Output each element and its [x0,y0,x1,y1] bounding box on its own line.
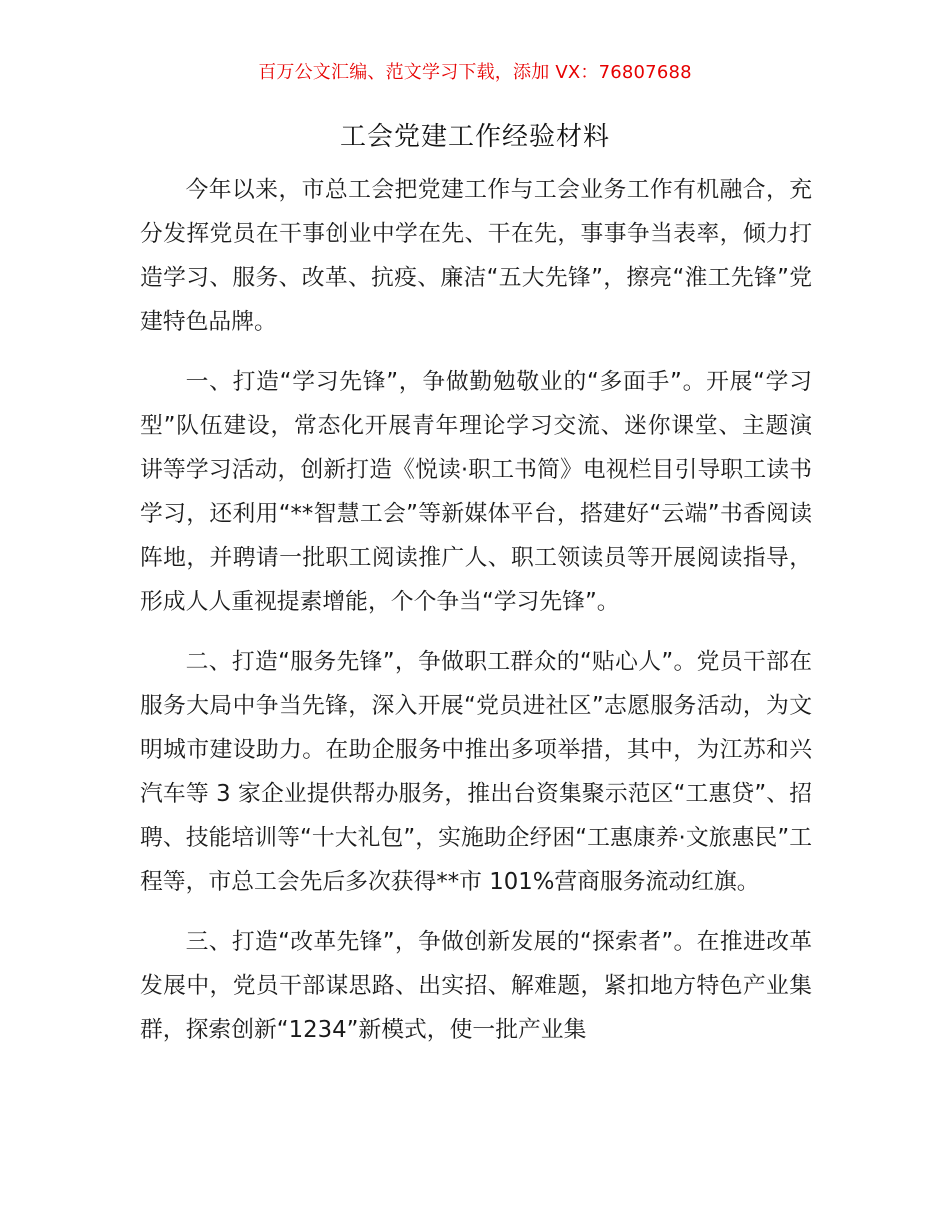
paragraph-reform-pioneer: 三、打造“改革先锋”，争做创新发展的“探索者”。在推进改革发展中，党员干部谋思路、出实招、解难题，紧扣地方特色产业集群，探索创新“1234”新模式，使一批产业集 [140,929,812,1043]
paragraph-service-pioneer: 二、打造“服务先锋”，争做职工群众的“贴心人”。党员干部在服务大局中争当先锋，深入开展“党员进社区”志愿服务活动，为文明城市建设助力。在助企服务中推出多项举措，其中，为江苏和兴汽车等 3 家企业提供帮办服务，推出台资集聚示范区“工惠贷”、招聘、技能培训等“十大礼包”，实施助企纾困“工惠康养·文旅惠民”工程等，市总工会先后多次获得**市 101%营商服务流动红旗。 [140,649,812,895]
page-title: 工会党建工作经验材料 [339,122,610,152]
document-body [140,168,812,1068]
paragraph-intro: 今年以来，市总工会把党建工作与工会业务工作有机融合，充分发挥党员在干事创业中学在先、干在先，事事争当表率，倾力打造学习、服务、改革、抗疫、廉洁“五大先锋”，擦亮“淮工先锋”党建特色品牌。 [140,177,812,335]
promo-banner: 百万公文汇编、范文学习下载，添加 VX：76807688 [258,62,692,83]
paragraph-learning-pioneer: 一、打造“学习先锋”，争做勤勉敬业的“多面手”。开展“学习型”队伍建设，常态化开展青年理论学习交流、迷你课堂、主题演讲等学习活动，创新打造《悦读·职工书简》电视栏目引导职工读书学习，还利用“**智慧工会”等新媒体平台，搭建好“云端”书香阅读阵地，并聘请一批职工阅读推广人、职工领读员等开展阅读指导，形成人人重视提素增能，个个争当“学习先锋”。 [140,369,812,615]
